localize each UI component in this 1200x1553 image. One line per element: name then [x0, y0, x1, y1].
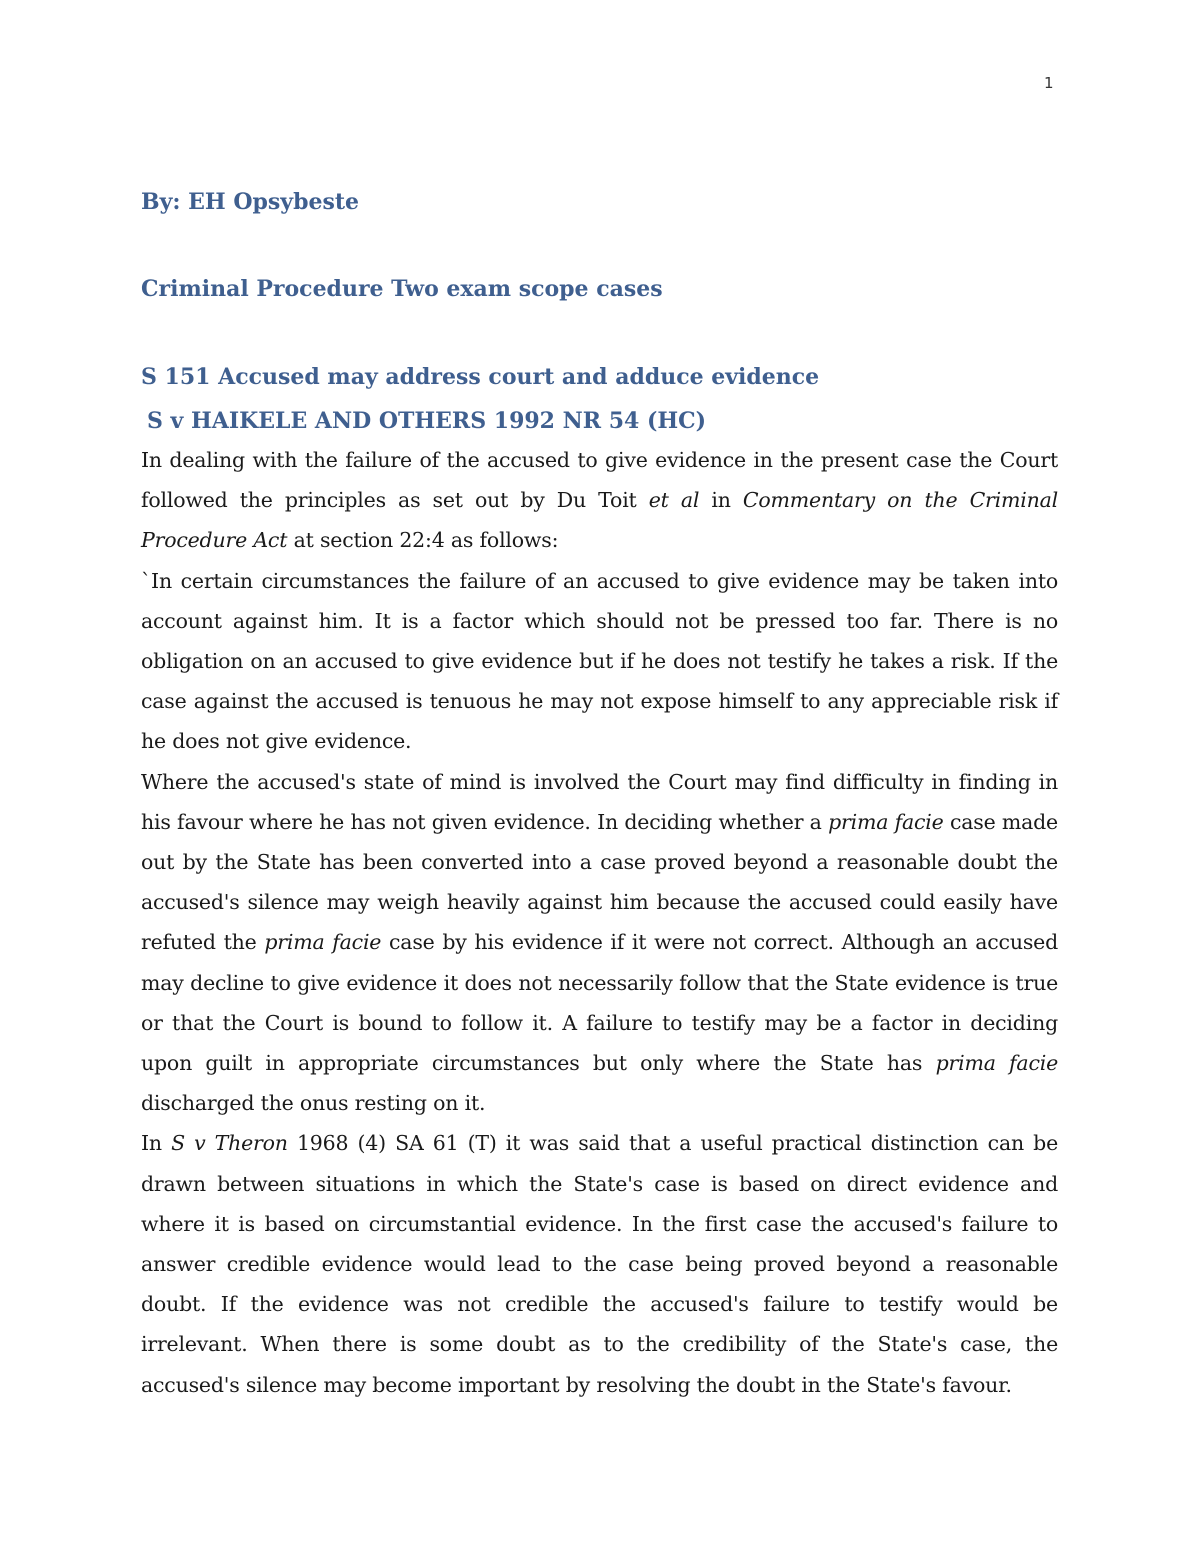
text-run: In [141, 1131, 172, 1156]
text-run: case by his evidence if it were not correct. Although an accused may decline to give evidence it does not necessarily follow that the State evidence is true or that the Court is bound to follow it. A failure to testify may be a factor in deciding upon guilt in appropriate circumstances but only where the State has [141, 930, 1059, 1076]
italic-run: prima facie [264, 930, 382, 955]
italic-run: S v Theron [171, 1131, 288, 1156]
italic-run: prima facie [935, 1051, 1059, 1076]
paragraph-intro [141, 440, 1058, 561]
text-run: 1968 (4) SA 61 (T) it was said that a useful practical distinction can be drawn between situations in which the State's case is based on direct evidence and where it is based on circumstantial evidence. In the first case the accused's failure to answer credible evidence would lead to the case being proved beyond a reasonable doubt. If the evidence was not credible the accused's failure to testify would be irrelevant. When there is some doubt as to the credibility of the State's case, the accused's silence may become important by resolving the doubt in the State's favour. [141, 1131, 1059, 1397]
text-run: in [699, 488, 743, 513]
case-heading [141, 405, 1058, 438]
text-run: case made out by the State has been converted into a case proved beyond a reasonable doubt the accused's silence may weigh heavily against him because the accused could easily have refuted the [141, 809, 1058, 955]
text-run: In dealing with the failure of the accused to give evidence in the present case the Court followed the principles as set out by Du Toit [141, 448, 1058, 513]
course-heading: Criminal Procedure Two exam scope cases [141, 276, 663, 302]
paragraph-quote-2 [141, 762, 1058, 1124]
paragraph-theron [141, 1123, 1058, 1404]
italic-run: Commentary on the Criminal Procedure Act [141, 488, 1058, 553]
author-heading: By: EH Opsybeste [141, 189, 360, 215]
section-heading: S 151 Accused may address court and adduce evidence [141, 364, 820, 390]
page-number: 1 [1044, 74, 1054, 92]
italic-run: prima facie [828, 809, 944, 834]
case-title: S v HAIKELE AND OTHERS 1992 NR 54 (HC) [147, 408, 707, 434]
document-body [141, 186, 1058, 1405]
paragraph-quote-1: `In certain circumstances the failure of an accused to give evidence may be taken into account against him. It is a factor which should not be pressed too far. There is no obligation on an accused to give evidence but if he does not testify he takes a risk. If the case against the accused is tenuous he may not expose himself to any appreciable risk if he does not give evidence. [141, 568, 1058, 754]
text-run: Where the accused's state of mind is involved the Court may find difficulty in finding in his favour where he has not given evidence. In deciding whether a [141, 769, 1058, 834]
text-run: discharged the onus resting on it. [141, 1091, 486, 1116]
text-run: at section 22:4 as follows: [287, 528, 559, 553]
italic-run: et al [648, 488, 700, 513]
